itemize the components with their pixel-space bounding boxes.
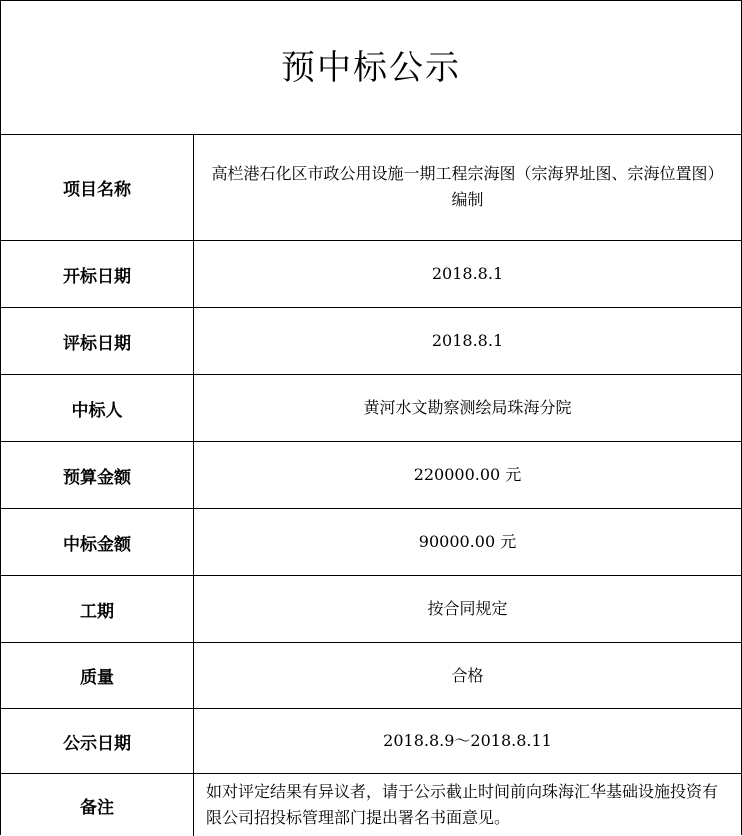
- table-row-project-name: [1, 134, 741, 241]
- row-label: 项目名称: [1, 134, 194, 240]
- row-label: 预算金额: [1, 442, 194, 508]
- table-row-budget-amount: [1, 442, 741, 509]
- table-row-quality: [1, 643, 741, 709]
- row-value: 按合同规定: [427, 599, 508, 618]
- row-value: 合格: [451, 665, 484, 685]
- table-row-remarks: [1, 774, 741, 836]
- row-label: 工期: [1, 576, 194, 642]
- row-value: 2018.8.1: [431, 331, 504, 350]
- table-row-duration: [1, 576, 741, 643]
- row-value: 黄河水文勘察测绘局珠海分院: [363, 398, 572, 417]
- table-row-winning-amount: [1, 509, 741, 576]
- project-name-text: 高栏港石化区市政公用设施一期工程宗海图（宗海界址图、宗海位置图）编制: [211, 164, 724, 209]
- row-label: 开标日期: [1, 241, 194, 307]
- row-value: 2018.8.9～2018.8.11: [383, 731, 552, 750]
- row-value: [194, 774, 741, 836]
- row-label: 中标金额: [1, 509, 194, 575]
- page-title: 预中标公示: [281, 48, 461, 88]
- row-value: 220000.00 元: [413, 465, 522, 484]
- row-label: 公示日期: [1, 709, 194, 773]
- row-value: 2018.8.1: [431, 264, 504, 283]
- table-row-bid-open-date: [1, 241, 741, 308]
- row-label: 评标日期: [1, 308, 194, 374]
- table-row-evaluation-date: [1, 308, 741, 375]
- table-row-publicity-date: [1, 709, 741, 774]
- row-value: 90000.00 元: [418, 532, 517, 551]
- table-row-winning-bidder: [1, 375, 741, 442]
- row-label: 中标人: [1, 375, 194, 441]
- row-label: 备注: [1, 774, 194, 836]
- remarks-text: 如对评定结果有异议者，请于公示截止时间前向珠海汇华基础设施投资有限公司招投标管理部门提出署名书面意见。: [206, 782, 719, 827]
- title-row: [1, 1, 741, 135]
- row-label: 质量: [1, 643, 194, 708]
- row-value: [194, 134, 741, 240]
